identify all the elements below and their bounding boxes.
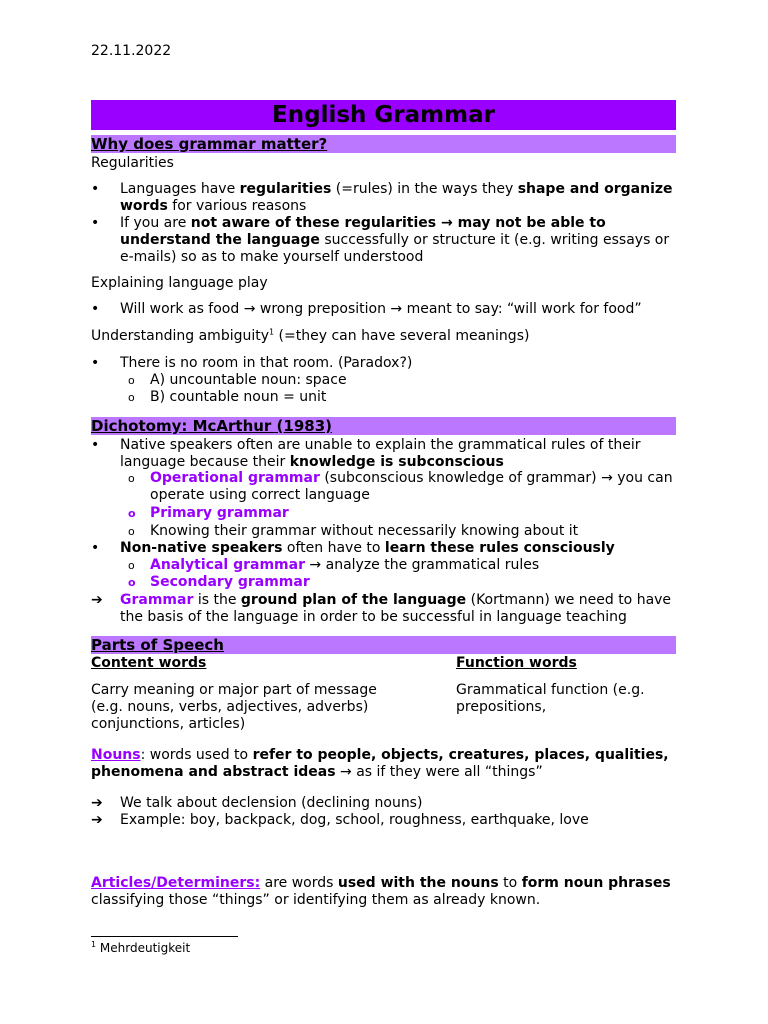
bullet-text: Languages have regularities (=rules) in the ways they shape and organize words for various reasons xyxy=(120,181,673,214)
function-words-heading: Function words xyxy=(456,655,577,671)
arrow-icon: ➔ xyxy=(91,592,103,608)
bullet-icon: • xyxy=(91,437,100,453)
bullet-icon: • xyxy=(91,215,100,231)
footnote xyxy=(91,940,190,957)
sub-bullet-icon: o xyxy=(128,559,135,572)
explaining-label: Explaining language play xyxy=(91,275,268,291)
arrow-item-grammar: ➔ Grammar is the ground plan of the language (Kortmann) we need to have the basis of the language in order to be successful in language teaching xyxy=(91,592,672,625)
footnote-mark: 1 xyxy=(91,940,97,949)
bullet-icon: • xyxy=(91,540,100,556)
bullet-native-speakers: • Native speakers often are unable to explain the grammatical rules of their language because their knowledge is subconscious xyxy=(91,437,641,470)
arrow-icon: ➔ xyxy=(91,795,103,811)
date: 22.11.2022 xyxy=(91,43,172,59)
nouns-link[interactable]: Nouns xyxy=(91,747,141,763)
arrow-icon: ➔ xyxy=(91,812,103,828)
bullet-no-room xyxy=(91,355,681,372)
function-words-text: Grammatical function (e.g. prepositions, xyxy=(456,682,645,715)
sub-bullet-countable: o B) countable noun = unit xyxy=(128,389,327,405)
sub-bullet-icon: o xyxy=(128,507,136,520)
bullet-icon: • xyxy=(91,301,100,317)
arrow-item-example: ➔ Example: boy, backpack, dog, school, roughness, earthquake, love xyxy=(91,812,589,828)
sub-bullet-icon: o xyxy=(128,525,135,538)
sub-bullet-icon: o xyxy=(128,374,135,387)
sub-bullet-icon: o xyxy=(128,391,135,404)
footnote-ref[interactable]: 1 xyxy=(269,327,275,337)
bullet-text: If you are not aware of these regularities → may not be able to understand the language successfully or structure it (e.g. writing essays or e-mails) so as to make yourself understood xyxy=(120,215,670,265)
content-words-text: Carry meaning or major part of message (e.g. nouns, verbs, adjectives, adverbs) conjunctions, articles) xyxy=(91,682,377,732)
bullet-regularities xyxy=(91,181,681,215)
articles-paragraph: Articles/Determiners: are words used with the nouns to form noun phrases classifying those “things” or identifying them as already known. xyxy=(91,875,671,908)
nouns-paragraph: Nouns: words used to refer to people, objects, creatures, places, qualities, phenomena and abstract ideas → as if they were all “things” xyxy=(91,747,669,780)
bullet-icon: • xyxy=(91,181,100,197)
page-title: English Grammar xyxy=(91,100,676,130)
bullet-text: Will work as food → wrong preposition → meant to say: “will work for food” xyxy=(120,301,642,317)
sub-bullet-operational: o Operational grammar (subconscious knowledge of grammar) → you can operate using correct language xyxy=(128,470,673,503)
regularities-label: Regularities xyxy=(91,155,174,171)
footnote-separator xyxy=(91,936,238,937)
bullet-text: There is no room in that room. (Paradox?) xyxy=(120,355,413,371)
sub-bullet-secondary: o Secondary grammar xyxy=(128,574,310,590)
sub-bullet-primary: o Primary grammar xyxy=(128,505,289,521)
bullet-non-native: • Non-native speakers often have to learn these rules consciously xyxy=(91,540,615,556)
bullet-work-as-food xyxy=(91,301,681,318)
sub-bullet-knowing: o Knowing their grammar without necessarily knowing about it xyxy=(128,523,579,539)
sub-bullet-uncountable: o A) uncountable noun: space xyxy=(128,372,347,388)
sub-bullet-icon: o xyxy=(128,576,136,589)
heading-why-grammar: Why does grammar matter? xyxy=(91,135,676,153)
heading-parts-of-speech: Parts of Speech xyxy=(91,636,676,654)
bullet-not-aware xyxy=(91,215,681,266)
sub-bullet-analytical: o Analytical grammar → analyze the grammatical rules xyxy=(128,557,540,573)
footnote-text: Mehrdeutigkeit xyxy=(96,941,191,955)
bullet-icon: • xyxy=(91,355,100,371)
heading-dichotomy: Dichotomy: McArthur (1983) xyxy=(91,417,676,435)
content-words-heading: Content words xyxy=(91,655,207,671)
articles-link[interactable]: Articles/Determiners: xyxy=(91,875,261,891)
ambiguity-label: Understanding ambiguity$^1$ (=they can have several meanings) xyxy=(91,327,530,344)
arrow-item-declension: ➔ We talk about declension (declining nouns) xyxy=(91,795,423,811)
sub-bullet-icon: o xyxy=(128,472,135,485)
